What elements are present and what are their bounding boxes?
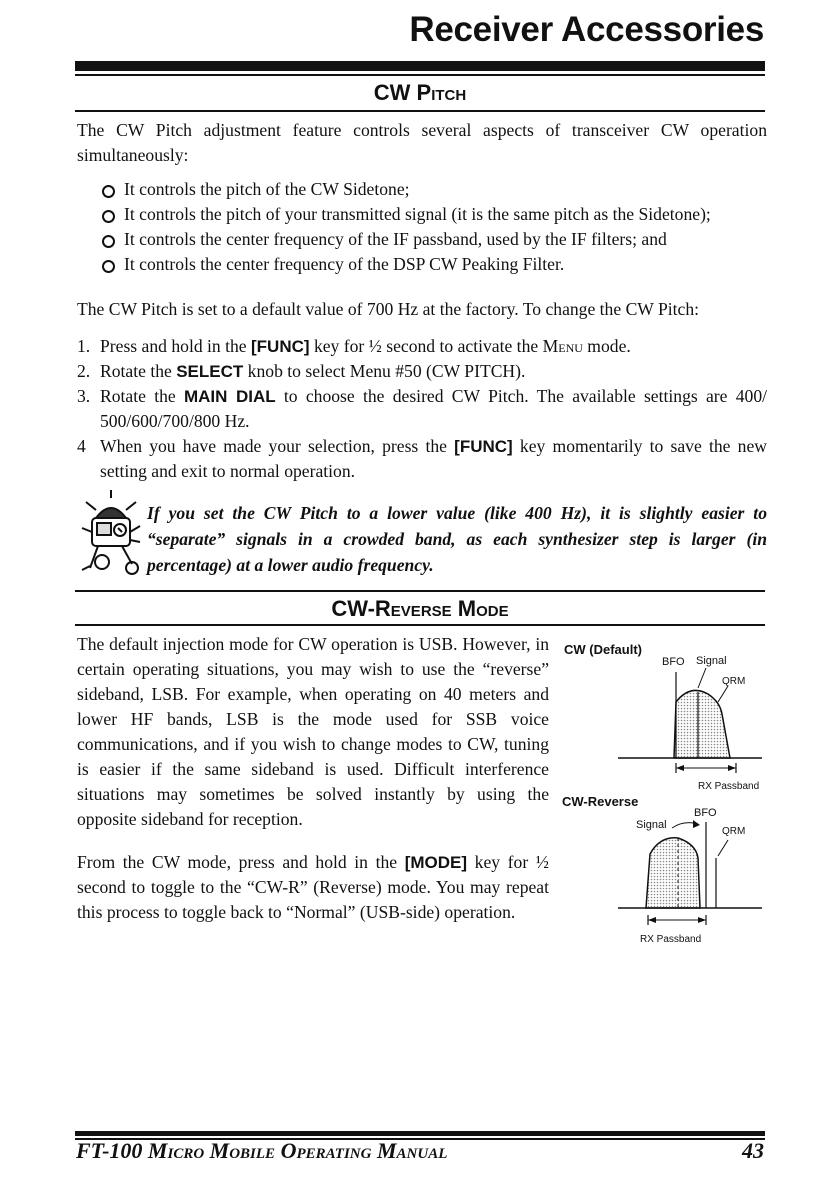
- qrm-label: QRM: [722, 826, 746, 837]
- cw-pitch-bullet-list: [100, 177, 768, 277]
- step-number: 1.: [77, 336, 91, 356]
- qrm-label: QRM: [722, 676, 746, 687]
- instruction-text: From the CW mode, press and hold in the: [77, 852, 405, 872]
- step-text: key for ½ second to activate the: [309, 336, 543, 356]
- section-title-cw-reverse: [75, 596, 765, 622]
- step-text: Press and hold in the: [100, 336, 251, 356]
- key-label: [FUNC]: [251, 337, 310, 356]
- step-text: knob to select Menu #50 (CW PITCH).: [243, 361, 526, 381]
- page-number: 43: [742, 1138, 764, 1163]
- bullet-text: It controls the pitch of the CW Sidetone;: [124, 179, 410, 199]
- list-item: [100, 177, 768, 202]
- key-label: [MODE]: [404, 853, 468, 872]
- step-item: [77, 384, 767, 434]
- key-label: MAIN DIAL: [183, 387, 276, 406]
- bullet-text: It controls the center frequency of the DSP CW Peaking Filter.: [124, 254, 565, 274]
- step-text: to choose the desired CW Pitch. The available settings are 400/ 500/600/700/800 Hz.: [100, 386, 767, 431]
- page-header-title: Receiver Accessories: [409, 10, 764, 49]
- radio-mascot-icon: [78, 488, 144, 580]
- cw-reverse-instructions: [77, 850, 549, 925]
- bullet-text: It controls the pitch of your transmitted signal (it is the same pitch as the Sidetone);: [124, 204, 711, 224]
- circle-bullet-icon: [102, 210, 115, 223]
- list-item: [100, 202, 768, 227]
- key-label: [FUNC]: [454, 437, 513, 456]
- step-number: 2.: [77, 361, 91, 381]
- header-rule-thick: [75, 61, 765, 71]
- cw-reverse-paragraph: The default injection mode for CW operation is USB. However, in certain operating situations, you may wish to use the “reverse” sideband, LSB. For example, when operating on 40 meters and lower HF bands, LSB is the mode used for SSB voice communications, and if you wish to change modes to CW, tuning is easier if the same sideband is used. Difficult interference situations may sometimes be solved instantly by using the opposite sideband for reception.: [77, 634, 549, 829]
- cw-pitch-default-text: The CW Pitch is set to a default value of 700 Hz at the factory. To change the CW Pitch:: [77, 299, 700, 319]
- bullet-text: It controls the center frequency of the IF passband, used by the IF filters; and: [124, 229, 667, 249]
- section-rule: [75, 624, 765, 626]
- bfo-label: BFO: [694, 807, 717, 819]
- step-item: [77, 334, 767, 359]
- instruction-text: key for ½ second to toggle to the “CW-R” (Reverse) mode. You may repeat this process to toggle back to “Normal” (USB-side) operation.: [77, 852, 549, 922]
- cw-pitch-intro: The CW Pitch adjustment feature controls several aspects of transceiver CW operation simultaneously:: [77, 120, 767, 165]
- signal-label: Signal: [696, 655, 727, 667]
- section-rule-top: [75, 590, 765, 592]
- passband-label: RX Passband: [640, 934, 702, 945]
- step-text: mode.: [582, 336, 631, 356]
- passband-label: RX Passband: [698, 781, 760, 792]
- list-item: [100, 227, 768, 252]
- step-text: Rotate the: [100, 361, 177, 381]
- section-title-text: CW Pitch: [373, 80, 467, 105]
- cw-pitch-note: If you set the CW Pitch to a lower value (like 400 Hz), it is slightly easier to “separate” signals in a crowded band, as each synthesizer step is larger (in percentage) at a lower audio frequency.: [147, 503, 767, 575]
- bfo-label: BFO: [662, 656, 685, 668]
- step-text: key momentarily to save the new setting and exit to normal operation.: [100, 436, 767, 481]
- list-item: [100, 252, 768, 277]
- step-item: [77, 359, 767, 384]
- footer-manual-title: FT-100 Micro Mobile Operating Manual: [76, 1138, 448, 1163]
- circle-bullet-icon: [102, 260, 115, 273]
- step-text: Rotate the: [100, 386, 184, 406]
- menu-label: Menu: [542, 336, 583, 356]
- header-rule-thin: [75, 74, 765, 76]
- circle-bullet-icon: [102, 185, 115, 198]
- section-title-text: CW-Reverse Mode: [331, 596, 509, 621]
- cw-pitch-steps: [77, 334, 767, 484]
- section-title-cw-pitch: [75, 80, 765, 106]
- key-label: SELECT: [176, 362, 244, 381]
- signal-label: Signal: [636, 819, 667, 831]
- step-number: 3.: [77, 386, 91, 406]
- section-rule: [75, 110, 765, 112]
- diagram-title-default: CW (Default): [564, 642, 642, 657]
- step-text: When you have made your selection, press the: [100, 436, 455, 456]
- cw-passband-diagram: [560, 632, 770, 952]
- step-item: [77, 434, 767, 484]
- step-number: 4: [77, 436, 86, 456]
- circle-bullet-icon: [102, 235, 115, 248]
- footer-rule-thick: [75, 1131, 765, 1136]
- diagram-title-reverse: CW-Reverse: [562, 794, 639, 809]
